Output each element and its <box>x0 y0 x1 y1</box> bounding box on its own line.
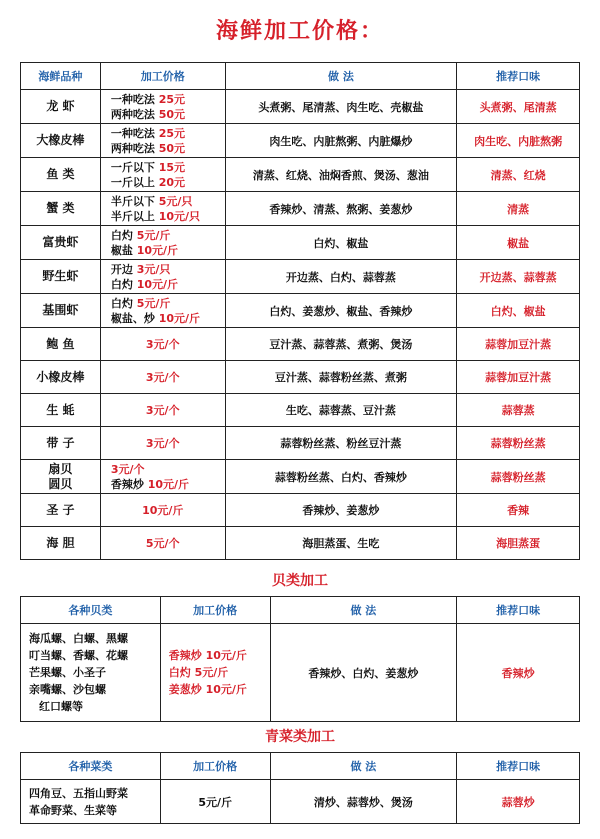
list-item: 芒果螺、小圣子 <box>29 666 106 679</box>
taste-cell: 白灼、椒盐 <box>457 294 580 328</box>
price-cell <box>100 226 225 260</box>
price-line: 半斤以上 10元/只 <box>110 209 201 223</box>
price-line: 白灼 10元/斤 <box>110 277 179 291</box>
table-row <box>21 124 580 158</box>
veg-taste-cell: 蒜蓉炒 <box>457 780 580 824</box>
price-line: 姜葱炒 10元/斤 <box>168 683 247 696</box>
seafood-name: 海 胆 <box>21 527 101 560</box>
price-line: 3元/个 <box>110 462 145 476</box>
shell-price-table <box>20 596 580 722</box>
method-cell: 香辣炒、清蒸、熬粥、姜葱炒 <box>225 192 457 226</box>
price-line: 一斤以下 15元 <box>110 160 185 174</box>
price-cell <box>100 294 225 328</box>
header-processing-price: 加工价格 <box>160 597 270 624</box>
seafood-name: 圣 子 <box>21 494 101 527</box>
shell-item-list <box>21 624 161 722</box>
seafood-name: 鱼 类 <box>21 158 101 192</box>
header-veg-types: 各种菜类 <box>21 753 161 780</box>
price-line: 香辣炒 10元/斤 <box>110 477 190 491</box>
list-item: 红口螺等 <box>39 700 83 713</box>
method-cell: 豆汁蒸、蒜蓉蒸、煮粥、煲汤 <box>225 328 457 361</box>
method-cell: 开边蒸、白灼、蒜蓉蒸 <box>225 260 457 294</box>
table-header-row <box>21 753 580 780</box>
price-line: 3元/个 <box>145 436 180 450</box>
price-line: 一种吃法 25元 <box>110 126 185 140</box>
price-cell <box>100 260 225 294</box>
price-cell <box>100 158 225 192</box>
price-line: 3元/个 <box>145 370 180 384</box>
taste-cell: 开边蒸、蒜蓉蒸 <box>457 260 580 294</box>
taste-cell: 蒜蓉蒸 <box>457 394 580 427</box>
seafood-name: 富贵虾 <box>21 226 101 260</box>
table-row <box>21 427 580 460</box>
method-cell: 蒜蓉粉丝蒸、粉丝豆汁蒸 <box>225 427 457 460</box>
table-row <box>21 158 580 192</box>
header-recommended-taste: 推荐口味 <box>457 63 580 90</box>
header-shell-types: 各种贝类 <box>21 597 161 624</box>
price-cell <box>100 124 225 158</box>
method-cell: 白灼、椒盐 <box>225 226 457 260</box>
taste-cell: 清蒸 <box>457 192 580 226</box>
price-line: 3元/个 <box>145 403 180 417</box>
price-line: 一斤以上 20元 <box>110 175 185 189</box>
seafood-name: 大橡皮棒 <box>21 124 101 158</box>
price-line: 3元/个 <box>145 337 180 351</box>
veg-item-list <box>21 780 161 824</box>
taste-cell: 头煮粥、尾清蒸 <box>457 90 580 124</box>
method-cell: 蒜蓉粉丝蒸、白灼、香辣炒 <box>225 460 457 494</box>
header-recommended-taste: 推荐口味 <box>457 597 580 624</box>
seafood-name: 生 蚝 <box>21 394 101 427</box>
table-row <box>21 226 580 260</box>
method-cell: 清蒸、红烧、油焖香煎、煲汤、葱油 <box>225 158 457 192</box>
shell-price-cell <box>160 624 270 722</box>
taste-cell: 蒜蓉加豆汁蒸 <box>457 361 580 394</box>
method-cell: 头煮粥、尾清蒸、肉生吃、壳椒盐 <box>225 90 457 124</box>
table-header-row <box>21 63 580 90</box>
taste-cell: 海胆蒸蛋 <box>457 527 580 560</box>
table-row <box>21 328 580 361</box>
seafood-name: 带 子 <box>21 427 101 460</box>
price-cell <box>100 427 225 460</box>
seafood-name: 扇贝 圆贝 <box>21 460 101 494</box>
table-row <box>21 460 580 494</box>
price-line: 开边 3元/只 <box>110 262 171 276</box>
taste-cell: 香辣 <box>457 494 580 527</box>
list-item: 海瓜螺、白螺、黑螺 <box>29 632 128 645</box>
seafood-name: 鲍 鱼 <box>21 328 101 361</box>
veg-section-title: 青菜类加工 <box>265 729 335 745</box>
header-method: 做 法 <box>270 597 457 624</box>
price-cell <box>100 361 225 394</box>
method-cell: 海胆蒸蛋、生吃 <box>225 527 457 560</box>
taste-cell: 蒜蓉粉丝蒸 <box>457 460 580 494</box>
seafood-name: 野生虾 <box>21 260 101 294</box>
price-line: 半斤以下 5元/只 <box>110 194 193 208</box>
price-cell <box>100 494 225 527</box>
seafood-name: 小橡皮棒 <box>21 361 101 394</box>
price-cell <box>100 90 225 124</box>
method-cell: 香辣炒、姜葱炒 <box>225 494 457 527</box>
header-method: 做 法 <box>225 63 457 90</box>
list-item: 叮当螺、香螺、花螺 <box>29 649 128 662</box>
shell-method-cell: 香辣炒、白灼、姜葱炒 <box>270 624 457 722</box>
header-method: 做 法 <box>270 753 457 780</box>
page-title: 海鲜加工价格： <box>215 19 384 44</box>
taste-cell: 椒盐 <box>457 226 580 260</box>
price-line: 白灼 5元/斤 <box>110 228 171 242</box>
price-line: 一种吃法 25元 <box>110 92 185 106</box>
table-row <box>21 294 580 328</box>
price-line: 10元/斤 <box>142 503 184 517</box>
price-line: 5元/个 <box>145 536 180 550</box>
price-line: 香辣炒 10元/斤 <box>168 649 247 662</box>
seafood-name: 蟹 类 <box>21 192 101 226</box>
table-row <box>21 90 580 124</box>
price-cell <box>100 328 225 361</box>
taste-cell: 清蒸、红烧 <box>457 158 580 192</box>
table-row <box>21 394 580 427</box>
header-processing-price: 加工价格 <box>100 63 225 90</box>
price-line: 白灼 5元/斤 <box>168 666 229 679</box>
veg-price-table <box>20 752 580 824</box>
price-line: 两种吃法 50元 <box>110 141 185 155</box>
table-row <box>21 494 580 527</box>
taste-cell: 蒜蓉粉丝蒸 <box>457 427 580 460</box>
taste-cell: 肉生吃、内脏熬粥 <box>457 124 580 158</box>
taste-cell: 蒜蓉加豆汁蒸 <box>457 328 580 361</box>
price-cell <box>100 192 225 226</box>
header-recommended-taste: 推荐口味 <box>457 753 580 780</box>
seafood-name: 龙 虾 <box>21 90 101 124</box>
method-cell: 肉生吃、内脏熬粥、内脏爆炒 <box>225 124 457 158</box>
price-cell <box>100 394 225 427</box>
price-line: 椒盐 10元/斤 <box>110 243 179 257</box>
price-cell <box>100 527 225 560</box>
header-processing-price: 加工价格 <box>160 753 270 780</box>
list-item: 革命野菜、生菜等 <box>29 803 117 817</box>
table-row <box>21 780 580 824</box>
table-row <box>21 260 580 294</box>
veg-method-cell: 清炒、蒜蓉炒、煲汤 <box>270 780 457 824</box>
table-row <box>21 527 580 560</box>
shell-section-title: 贝类加工 <box>272 573 328 589</box>
method-cell: 白灼、姜葱炒、椒盐、香辣炒 <box>225 294 457 328</box>
seafood-name: 基围虾 <box>21 294 101 328</box>
table-row <box>21 192 580 226</box>
header-seafood-type: 海鲜品种 <box>21 63 101 90</box>
veg-price-cell: 5元/斤 <box>160 780 270 824</box>
table-header-row <box>21 597 580 624</box>
price-line: 椒盐、炒 10元/斤 <box>110 311 201 325</box>
price-cell <box>100 460 225 494</box>
list-item: 四角豆、五指山野菜 <box>29 786 128 800</box>
price-line: 白灼 5元/斤 <box>110 296 171 310</box>
table-row <box>21 361 580 394</box>
seafood-price-table <box>20 62 580 560</box>
table-row <box>21 624 580 722</box>
method-cell: 豆汁蒸、蒜蓉粉丝蒸、煮粥 <box>225 361 457 394</box>
method-cell: 生吃、蒜蓉蒸、豆汁蒸 <box>225 394 457 427</box>
shell-taste-cell: 香辣炒 <box>457 624 580 722</box>
list-item: 亲嘴螺、沙包螺 <box>29 683 106 696</box>
price-line: 两种吃法 50元 <box>110 107 185 121</box>
